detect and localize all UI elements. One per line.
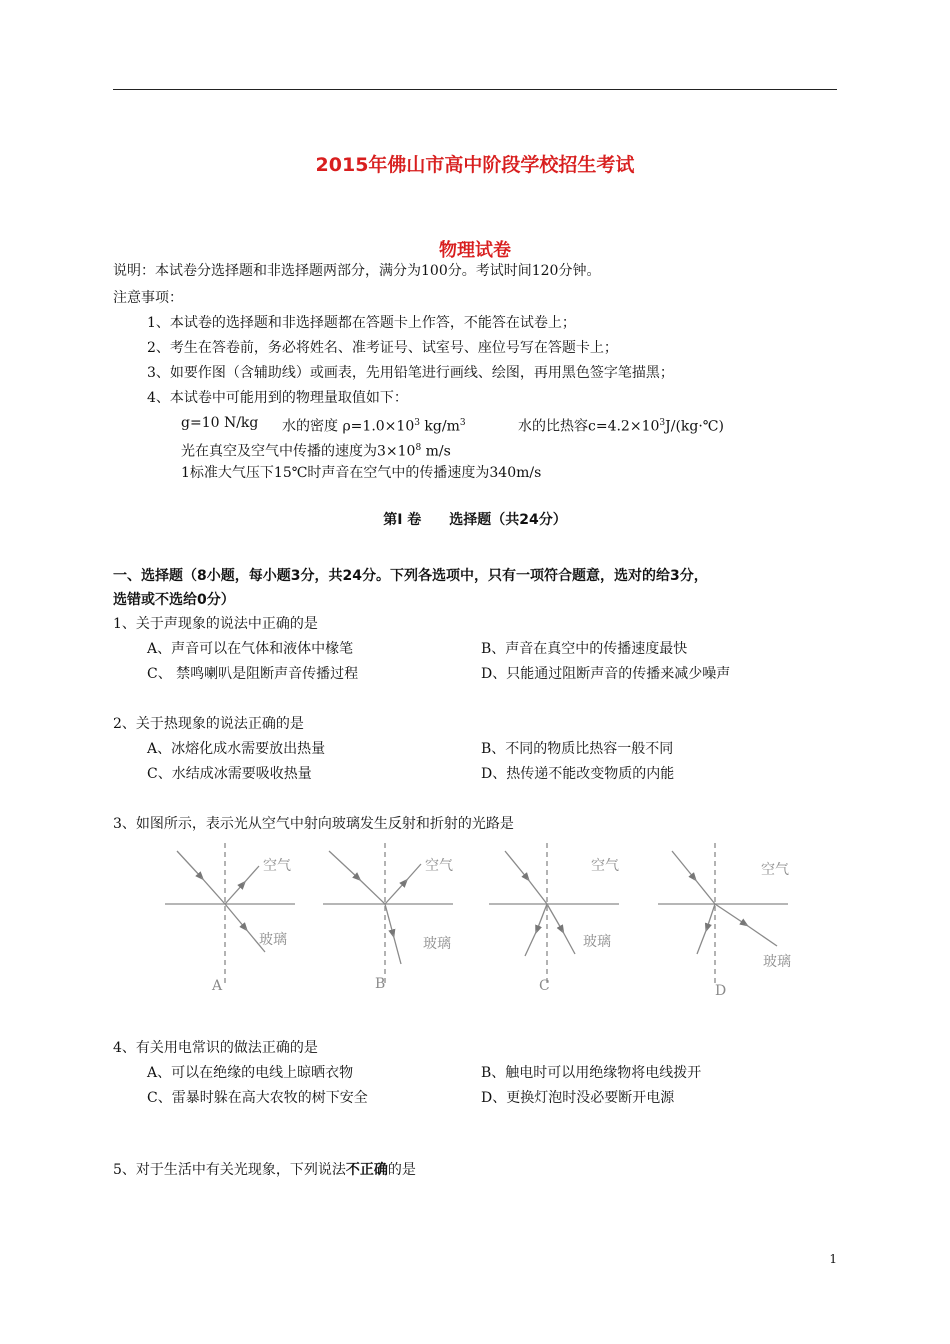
page-number: 1	[829, 1252, 837, 1266]
option: C、水结成冰需要吸收热量	[147, 766, 312, 782]
question-stem: 5、对于生活中有关光现象，下列说法不正确的是	[113, 1162, 416, 1178]
panel-label: A	[212, 978, 223, 994]
option: B、触电时可以用绝缘物将电线拨开	[481, 1065, 702, 1081]
attention-item: 4、本试卷中可能用到的物理量取值如下：	[147, 390, 408, 406]
option: D、更换灯泡时没必要断开电源	[481, 1090, 675, 1106]
glass-label: 玻璃	[259, 932, 287, 948]
light-path-diagram	[155, 838, 815, 1008]
attention-item: 1、本试卷的选择题和非选择题都在答题卡上作答，不能答在试卷上；	[147, 315, 576, 331]
glass-label: 玻璃	[763, 954, 791, 970]
option: A、声音可以在气体和液体中椽笔	[147, 641, 354, 657]
option: D、只能通过阻断声音的传播来减少噪声	[481, 666, 731, 682]
option: C、 禁鸣喇叭是阻断声音传播过程	[147, 666, 359, 682]
air-label: 空气	[425, 858, 453, 874]
question-stem: 4、有关用电常识的做法正确的是	[113, 1040, 318, 1056]
section-instruction: 一、选择题（8小题，每小题3分，共24分。下列各选项中，只有一项符合题意，选对的给3分，	[113, 568, 708, 584]
air-label: 空气	[591, 858, 619, 874]
air-label: 空气	[263, 858, 291, 874]
glass-label: 玻璃	[583, 934, 611, 950]
option: A、冰熔化成水需要放出热量	[147, 741, 326, 757]
constant-g: g=10 N/kg	[181, 415, 259, 431]
air-label: 空气	[761, 862, 789, 878]
attention-title: 注意事项：	[113, 290, 183, 306]
attention-item: 2、考生在答卷前，务必将姓名、准考证号、试室号、座位号写在答题卡上；	[147, 340, 618, 356]
panel-label: C	[539, 978, 550, 994]
constant-light: 光在真空及空气中传播的速度为$3\times 10^8$ m/s	[181, 443, 451, 460]
constant-sound: 1标准大气压下15℃时声音在空气中的传播速度为340m/s	[181, 465, 542, 481]
option: A、可以在绝缘的电线上晾晒衣物	[147, 1065, 354, 1081]
question-stem: 2、关于热现象的说法正确的是	[113, 716, 304, 732]
question-stem: 1、关于声现象的说法中正确的是	[113, 616, 318, 632]
panel-label: B	[375, 976, 386, 992]
attention-item: 3、如要作图（含辅助线）或画表，先用铅笔进行画线、绘图，再用黑色签字笔描黑；	[147, 365, 674, 381]
option: D、热传递不能改变物质的内能	[481, 766, 675, 782]
sub-title: 物理试卷	[439, 240, 511, 261]
header-rule	[113, 89, 837, 90]
option: B、不同的物质比热容一般不同	[481, 741, 674, 757]
section-instruction: 选错或不选给0分）	[113, 592, 235, 608]
glass-label: 玻璃	[423, 936, 451, 952]
question-stem: 3、如图所示，表示光从空气中射向玻璃发生反射和折射的光路是	[113, 816, 514, 832]
main-title: 2015年佛山市高中阶段学校招生考试	[315, 154, 635, 176]
panel-label: D	[715, 983, 727, 999]
constant-heat: 水的比热容$c=4.2\times 10^3J/(kg\cdot℃)$	[518, 418, 724, 435]
option: B、声音在真空中的传播速度最快	[481, 641, 688, 657]
section-heading: 第Ⅰ 卷 选择题（共24分）	[383, 512, 567, 528]
constant-density: 水的密度 $\rho=1.0\times 10^3$ $kg/m^3$	[282, 418, 466, 435]
option: C、雷暴时躲在高大农牧的树下安全	[147, 1090, 368, 1106]
intro-note: 说明：本试卷分选择题和非选择题两部分，满分为100分。考试时间120分钟。	[113, 263, 601, 279]
